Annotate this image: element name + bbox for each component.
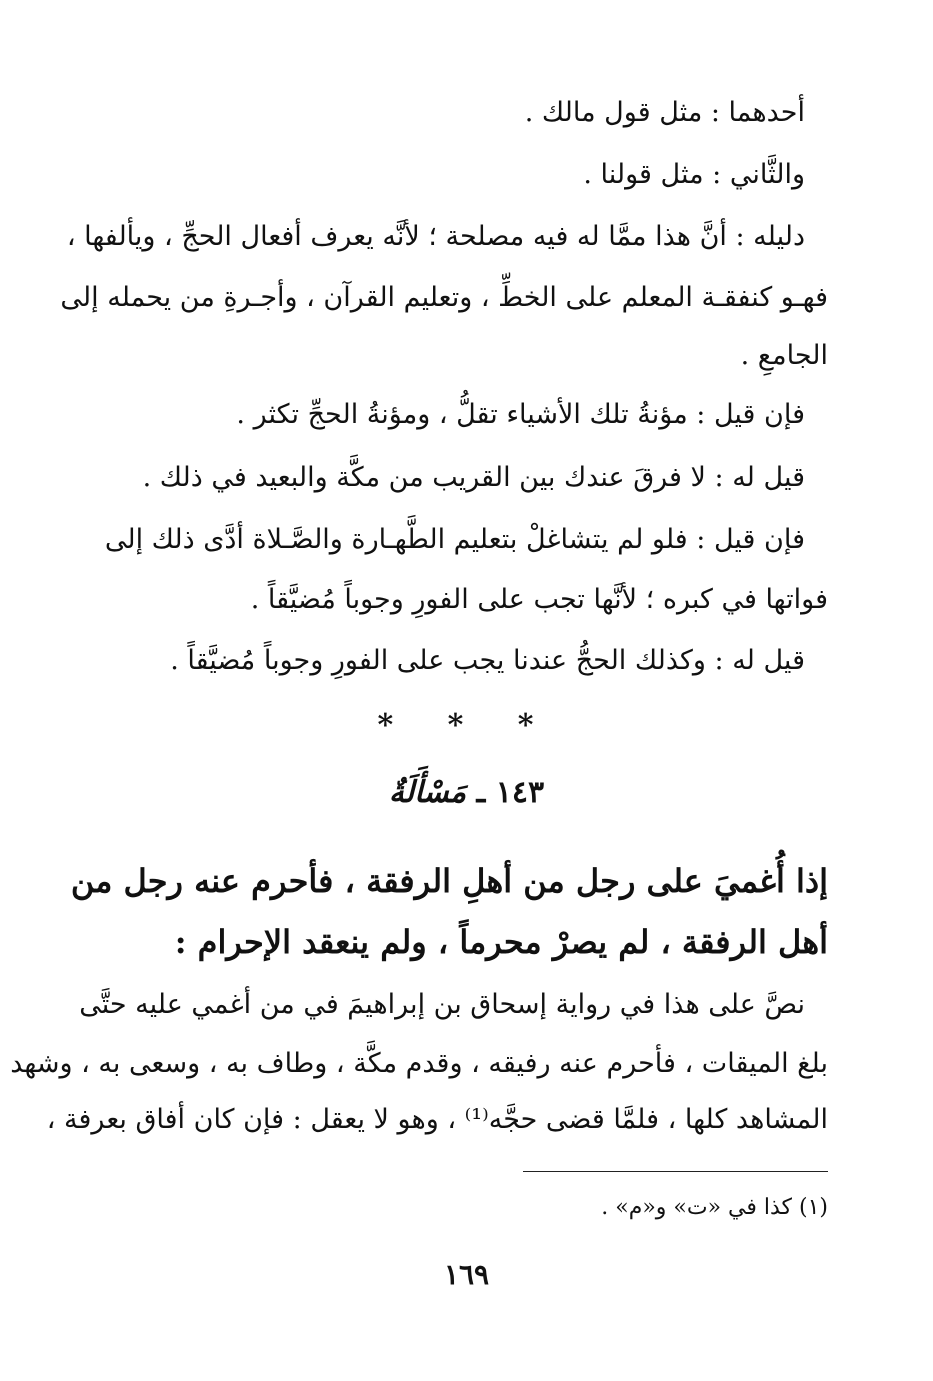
text-line: قيل له : لا فرقَ عندك بين القريب من مكَّة والبعيد في ذلك . [142, 462, 805, 493]
section-separator: * * * [377, 708, 556, 743]
text-line: قيل له : وكذلك الحجُّ عندنا يجب على الفورِ وجوباً مُضيَّقاً . [170, 645, 805, 676]
issue-title-line: إذا أُغميَ على رجل من أهلِ الرفقة ، فأحرم عنه رجل من [70, 862, 828, 900]
text-line: فهـو كنفقـة المعلم على الخطِّ ، وتعليم القرآن ، وأجـرةِ من يحمله إلى [60, 282, 828, 313]
text-line: أحدهما : مثل قول مالك . [524, 97, 805, 128]
issue-title-line: أهل الرفقة ، لم يصرْ محرماً ، ولم ينعقد الإحرام : [174, 923, 828, 961]
issue-number: ١٤٣ ـ [476, 775, 545, 810]
issue-word: مَسْأَلَةٌ [388, 775, 467, 810]
issue-heading [0, 775, 933, 810]
text-line: فإن قيل : مؤنةُ تلك الأشياء تقلُّ ، ومؤنةُ الحجِّ تكثر . [236, 399, 805, 430]
footnote: (١) كذا في «ت» و«م» . [601, 1195, 828, 1220]
page-number: ١٦٩ [443, 1258, 490, 1291]
text-line: فواتها في كبره ؛ لأنَّها تجب على الفورِ وجوباً مُضيَّقاً . [250, 584, 828, 615]
text-line: بلغ الميقات ، فأحرم عنه رفيقه ، وقدم مكَّة ، وطاف به ، وسعى به ، وشهد [10, 1048, 828, 1079]
text-line: فإن قيل : فلو لم يتشاغلْ بتعليم الطَّهـارة والصَّـلاة أدَّى ذلك إلى [104, 524, 805, 555]
text-line: الجامعِ . [740, 340, 828, 371]
text-line: دليله : أنَّ هذا ممَّا له فيه مصلحة ؛ لأنَّه يعرف أفعال الحجِّ ، ويألفها ، [66, 221, 805, 252]
text-line: نصَّ على هذا في رواية إسحاق بن إبراهيمَ في من أغمي عليه حتَّى [79, 989, 805, 1020]
footnote-divider [523, 1171, 828, 1172]
text-line: المشاهد كلها ، فلمَّا قضى حجَّه⁽¹⁾ ، وهو لا يعقل : فإن كان أفاق بعرفة ، [46, 1104, 828, 1135]
text-line: والثَّاني : مثل قولنا . [583, 159, 805, 190]
